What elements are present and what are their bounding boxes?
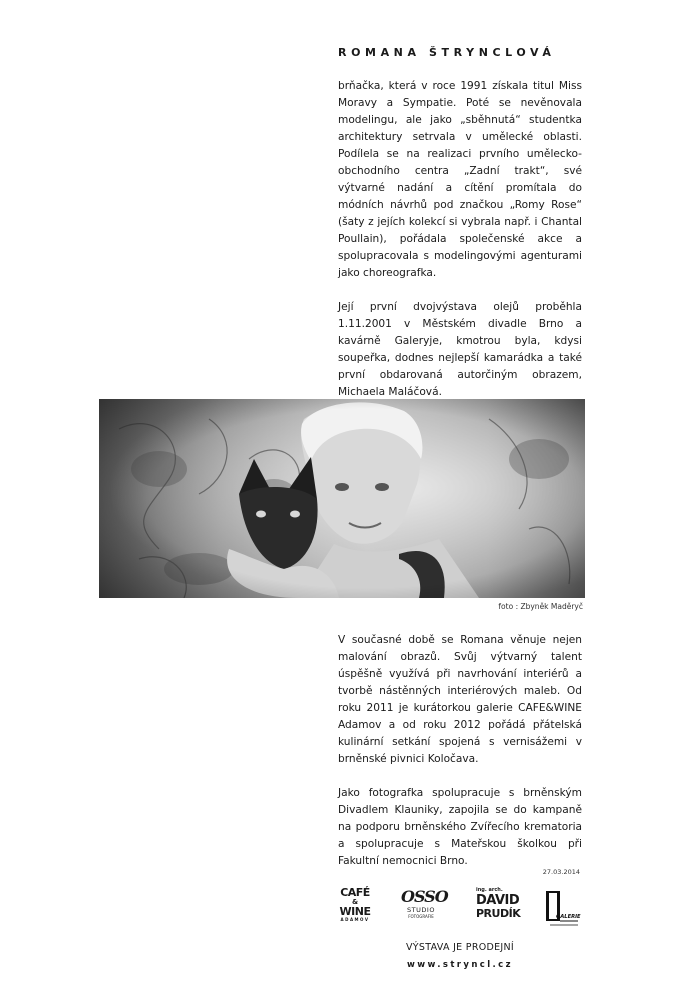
exhibition-for-sale: VÝSTAVA JE PRODEJNÍ <box>405 942 515 953</box>
website-link[interactable]: www.stryncl.cz <box>407 960 513 970</box>
cafe-wine-logo <box>336 887 374 931</box>
body-paragraph-1: V současné době se Romana věnuje nejen malování obrazů. Svůj výtvarný talent úspěšně využívá při navrhování interiérů a tvorbě nástěnných interiérových maleb. Od roku 2011 je kurátorkou galerie CAFE&WINE Adamov a od roku 2012 pořádá přátelská kulinární setkání spojená s vernisážemi v brněnské pivnici Koločava. <box>338 634 582 765</box>
cafe-logo-line-4: ADAMOV <box>340 917 370 922</box>
page-title: ROMANA ŠTRYNCLOVÁ <box>338 46 556 59</box>
david-prudik-logo <box>476 887 520 931</box>
david-logo-line-3: PRUDÍK <box>476 907 521 920</box>
document-date: 27.03.2014 <box>542 868 580 876</box>
intro-paragraph-1: brňačka, která v roce 1991 získala titul Miss Moravy a Sympatie. Poté se nevěnovala modelingu, ale jako „sběhnutá“ studentka architektury setrvala v umělecké oblasti. Podílela se na realizaci prvního umělecko-obchodního centra „Zadní trakt“, své výtvarné nadání a cítění promítala do módních návrhů pod značkou „Romy Rose“ (šaty z jejích kolekcí si vybrala např. i Chantal Poullain), pořádala společenské akce a spolupracovala s modelingovými agenturami jako choreografka. <box>338 80 582 279</box>
david-logo-line-1: ing. arch. <box>476 887 503 893</box>
cafe-logo-line-2: & <box>351 898 359 906</box>
intro-paragraph-2: Její první dvojvýstava olejů proběhla 1.11.2001 v Městském divadle Brno a kavárně Galeryje, kmotrou byla, kdysi soupeřka, dodnes nejlepší kamarádka a také první obdarovaná autorčiným obrazem, Michaela Maláčová. <box>338 301 582 398</box>
cafe-logo-line-3: WINE <box>339 905 371 918</box>
portrait-photo <box>99 399 585 598</box>
galerie-logo-text: GALERIE <box>556 914 581 920</box>
body-text <box>338 632 582 870</box>
galerie-logo-mark <box>544 887 584 931</box>
intro-text <box>338 78 582 401</box>
photo-credit: foto : Zbyněk Maděryč <box>498 602 583 611</box>
cafe-logo-line-1: CAFÉ <box>340 886 370 899</box>
osso-logo-line-1: STUDIO <box>407 906 435 914</box>
osso-logo-mark: OSSO <box>401 887 448 906</box>
sponsor-logos <box>333 887 588 931</box>
body-paragraph-2: Jako fotografka spolupracuje s brněnským Divadlem Klauniky, zapojila se do kampaně na podporu brněnského Zvířecího krematoria a spolupracuje s Mateřskou školkou při Fakultní nemocnici Brno. <box>338 787 582 867</box>
david-logo-line-2: DAVID <box>476 893 520 908</box>
portrait-illustration <box>99 399 585 598</box>
galerie-logo <box>544 887 584 931</box>
osso-studio-logo <box>401 887 448 931</box>
osso-logo-line-2: FOTOGRAFIE <box>408 914 434 919</box>
